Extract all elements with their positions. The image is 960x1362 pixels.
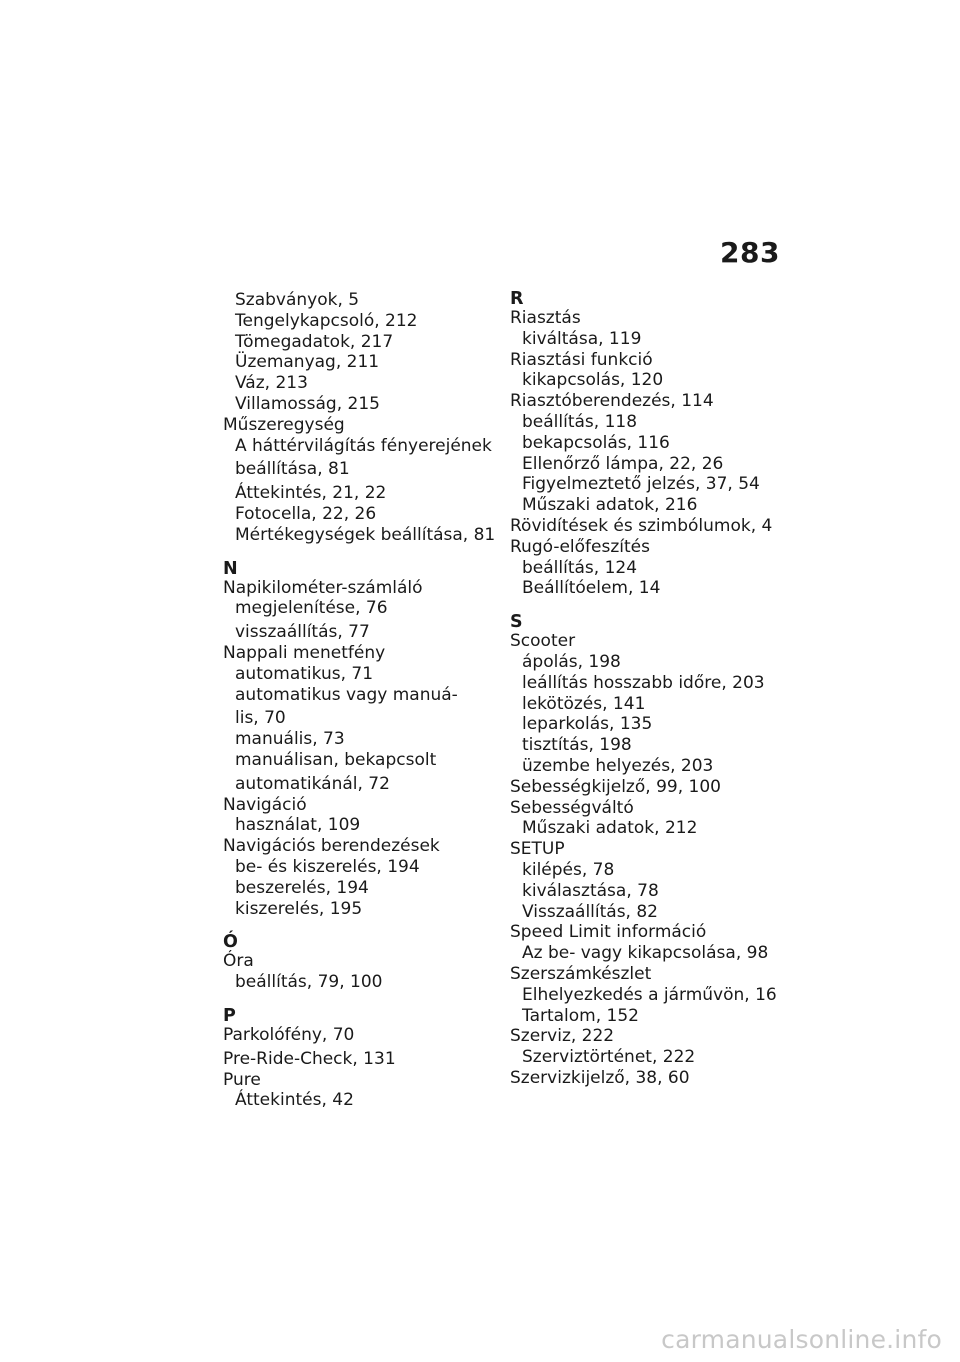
index-subentry: Visszaállítás, 82 [522, 901, 658, 922]
index-subentry: Áttekintés, 42 [235, 1090, 354, 1111]
index-entry: Rugó-előfeszítés [510, 536, 650, 557]
index-subentry: beállítása, 81 [235, 459, 350, 480]
index-subentry: kiszerelés, 195 [235, 898, 363, 919]
index-subentry: üzembe helyezés, 203 [522, 755, 714, 776]
index-subentry: visszaállítás, 77 [235, 622, 370, 643]
index-subentry: Elhelyezkedés a járművön, 16 [522, 984, 777, 1005]
index-entry: Óra [223, 951, 254, 972]
index-entry: Scooter [510, 631, 576, 652]
index-entry: Speed Limit információ [510, 922, 707, 943]
index-subentry: Fotocella, 22, 26 [235, 503, 377, 524]
index-subentry: automatikánál, 72 [235, 773, 390, 794]
index-entry: Szervizkijelző, 38, 60 [510, 1067, 690, 1088]
watermark-text: carmanualsonline.info [661, 1325, 942, 1354]
index-subentry: lis, 70 [235, 708, 286, 729]
index-subentry: lekötözés, 141 [522, 693, 646, 714]
index-subentry: Szerviztörténet, 222 [522, 1047, 696, 1068]
index-entry: Sebességkijelző, 99, 100 [510, 776, 721, 797]
index-subentry: manuális, 73 [235, 729, 345, 750]
index-entry: Nappali menetfény [223, 642, 386, 663]
index-subentry: Tömegadatok, 217 [235, 331, 394, 352]
index-subentry: A háttérvilágítás fényerejének [235, 435, 492, 456]
index-entry: Sebességváltó [510, 797, 634, 818]
index-letter-heading: S [510, 612, 523, 633]
index-subentry: kiváltása, 119 [522, 328, 642, 349]
index-subentry: megjelenítése, 76 [235, 598, 388, 619]
index-subentry: be- és kiszerelés, 194 [235, 856, 420, 877]
index-subentry: Üzemanyag, 211 [235, 352, 380, 373]
index-letter-heading: R [510, 289, 524, 309]
index-subentry: leállítás hosszabb időre, 203 [522, 672, 765, 693]
index-subentry: Műszaki adatok, 216 [522, 495, 698, 516]
index-subentry: Szabványok, 5 [235, 290, 360, 310]
index-entry: Riasztóberendezés, 114 [510, 391, 714, 412]
index-letter-heading: P [223, 1005, 236, 1026]
index-subentry: beállítás, 79, 100 [235, 972, 383, 993]
index-entry: Riasztási funkció [510, 349, 653, 370]
index-subentry: Áttekintés, 21, 22 [235, 483, 387, 504]
index-subentry: Villamosság, 215 [235, 393, 380, 414]
index-subentry: Műszaki adatok, 212 [522, 818, 698, 839]
index-subentry: kiválasztása, 78 [522, 880, 659, 901]
index-subentry: tisztítás, 198 [522, 735, 632, 756]
index-subentry: kilépés, 78 [522, 859, 615, 880]
index-letter-heading: Ó [223, 932, 238, 953]
index-subentry: automatikus vagy manuá- [235, 684, 458, 705]
index-entry: Parkolófény, 70 [223, 1024, 355, 1045]
index-entry: Navigációs berendezések [223, 836, 440, 857]
index-subentry: automatikus, 71 [235, 663, 374, 684]
index-entry: Műszeregység [223, 414, 345, 435]
index-subentry: Ellenőrző lámpa, 22, 26 [522, 453, 724, 474]
index-subentry: Tengelykapcsoló, 212 [235, 310, 418, 331]
page-number: 283 [720, 236, 780, 269]
index-entry: Szerviz, 222 [510, 1026, 615, 1047]
index-subentry: Váz, 213 [235, 373, 308, 394]
index-entry: SETUP [510, 839, 565, 860]
index-entry: Riasztás [510, 308, 581, 328]
index-column-right [510, 290, 785, 1089]
index-subentry: manuálisan, bekapcsolt [235, 749, 437, 770]
index-subentry: bekapcsolás, 116 [522, 432, 670, 453]
index-subentry: ápolás, 198 [522, 651, 621, 672]
index-subentry: Tartalom, 152 [522, 1005, 639, 1026]
index-entry: Szerszámkészlet [510, 963, 652, 984]
index-entry: Pre-Ride-Check, 131 [223, 1048, 396, 1069]
index-entry: Pure [223, 1069, 261, 1090]
index-subentry: Mértékegységek beállítása, 81 [235, 524, 496, 545]
index-subentry: leparkolás, 135 [522, 714, 653, 735]
index-entry: Rövidítések és szimbólumok, 4 [510, 515, 773, 536]
index-letter-heading: N [223, 558, 238, 579]
index-column-left [223, 290, 498, 1111]
index-subentry: beszerelés, 194 [235, 877, 369, 898]
index-subentry: beállítás, 118 [522, 411, 638, 432]
index-subentry: Az be- vagy kikapcsolása, 98 [522, 943, 769, 964]
index-subentry: Beállítóelem, 14 [522, 578, 661, 599]
index-entry: Navigáció [223, 794, 307, 815]
index-subentry: kikapcsolás, 120 [522, 370, 664, 391]
index-subentry: Figyelmeztető jelzés, 37, 54 [522, 474, 760, 495]
index-subentry: beállítás, 124 [522, 557, 638, 578]
index-entry: Napikilométer-számláló [223, 577, 423, 598]
index-subentry: használat, 109 [235, 815, 361, 836]
